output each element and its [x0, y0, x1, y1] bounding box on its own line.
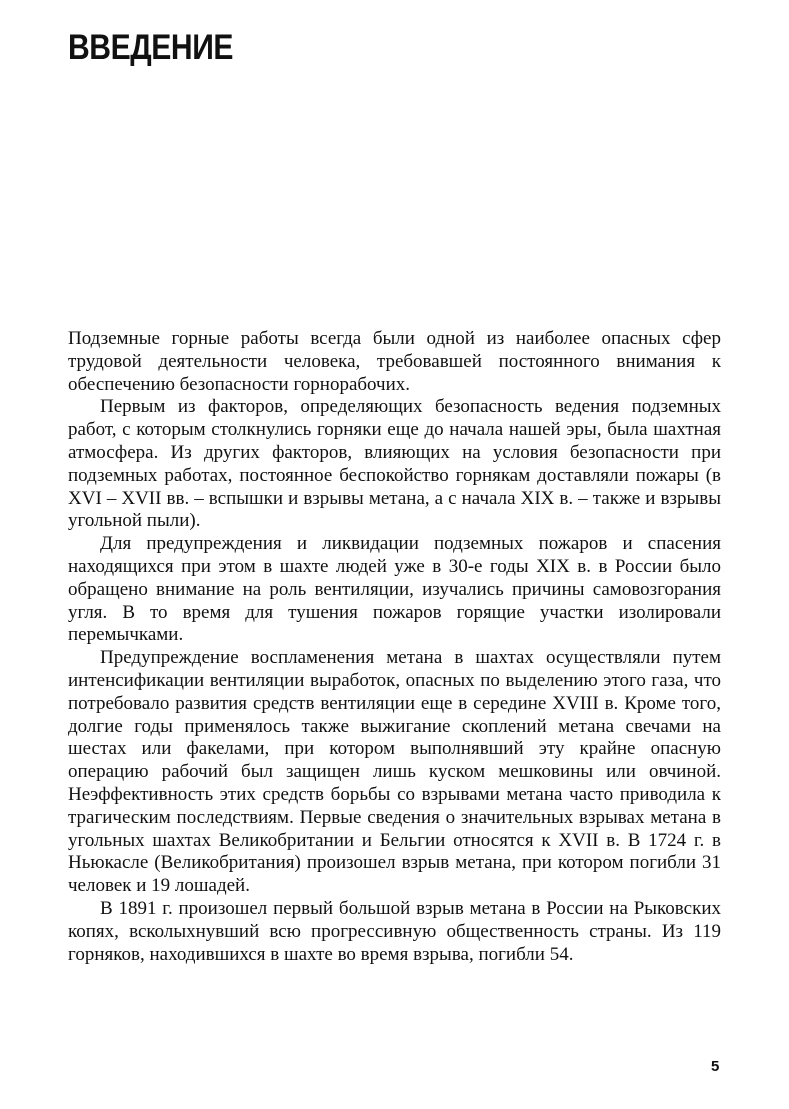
paragraph-5: В 1891 г. произошел первый большой взрыв метана в России на Рыковских копях, всколыхнувший всю прогрессивную общественность страны. Из 119 горняков, находившихся в шахте во время взрыва, погибли 54. [68, 897, 721, 965]
paragraph-3: Для предупреждения и ликвидации подземных пожаров и спасения находящихся при этом в шахте людей уже в 30-е годы XIX в. в России было обращено внимание на роль вентиляции, изучались причины самовозгорания угля. В то время для тушения пожаров горящие участки изолировали перемычками. [68, 533, 721, 646]
page-title: ВВЕДЕНИЕ [68, 28, 234, 67]
body-text [68, 328, 721, 966]
paragraph-1: Подземные горные работы всегда были одной из наиболее опасных сфер трудовой деятельности человека, требовавшей постоянного внимания к обеспечению безопасности горнорабочих. [68, 328, 721, 395]
page-number: 5 [711, 1058, 720, 1075]
paragraph-2: Первым из факторов, определяющих безопасность ведения подземных работ, с которым столкнулись горняки еще до начала нашей эры, была шахтная атмосфера. Из других факторов, влияющих на условия безопасности при подземных работах, постоянное беспокойство горнякам доставляли пожары (в XVI – XVII вв. – вспышки и взрывы метана, а с начала XIX в. – также и взрывы угольной пыли). [68, 396, 721, 532]
paragraph-4: Предупреждение воспламенения метана в шахтах осуществляли путем интенсификации вентиляции выработок, опасных по выделению этого газа, что потребовало развития средств вентиляции еще в середине XVIII в. Кроме того, долгие годы применялось также выжигание скоплений метана свечами на шестах или факелами, при котором выполнявший эту крайне опасную операцию рабочий был защищен лишь куском мешковины или овчиной. Неэффективность этих средств борьбы со взрывами метана часто приводила к трагическим последствиям. Первые сведения о значительных взрывах метана в угольных шахтах Великобритании и Бельгии относятся к XVII в. В 1724 г. в Ньюкасле (Великобритания) произошел взрыв метана, при котором погибли 31 человек и 19 лошадей. [68, 647, 721, 897]
